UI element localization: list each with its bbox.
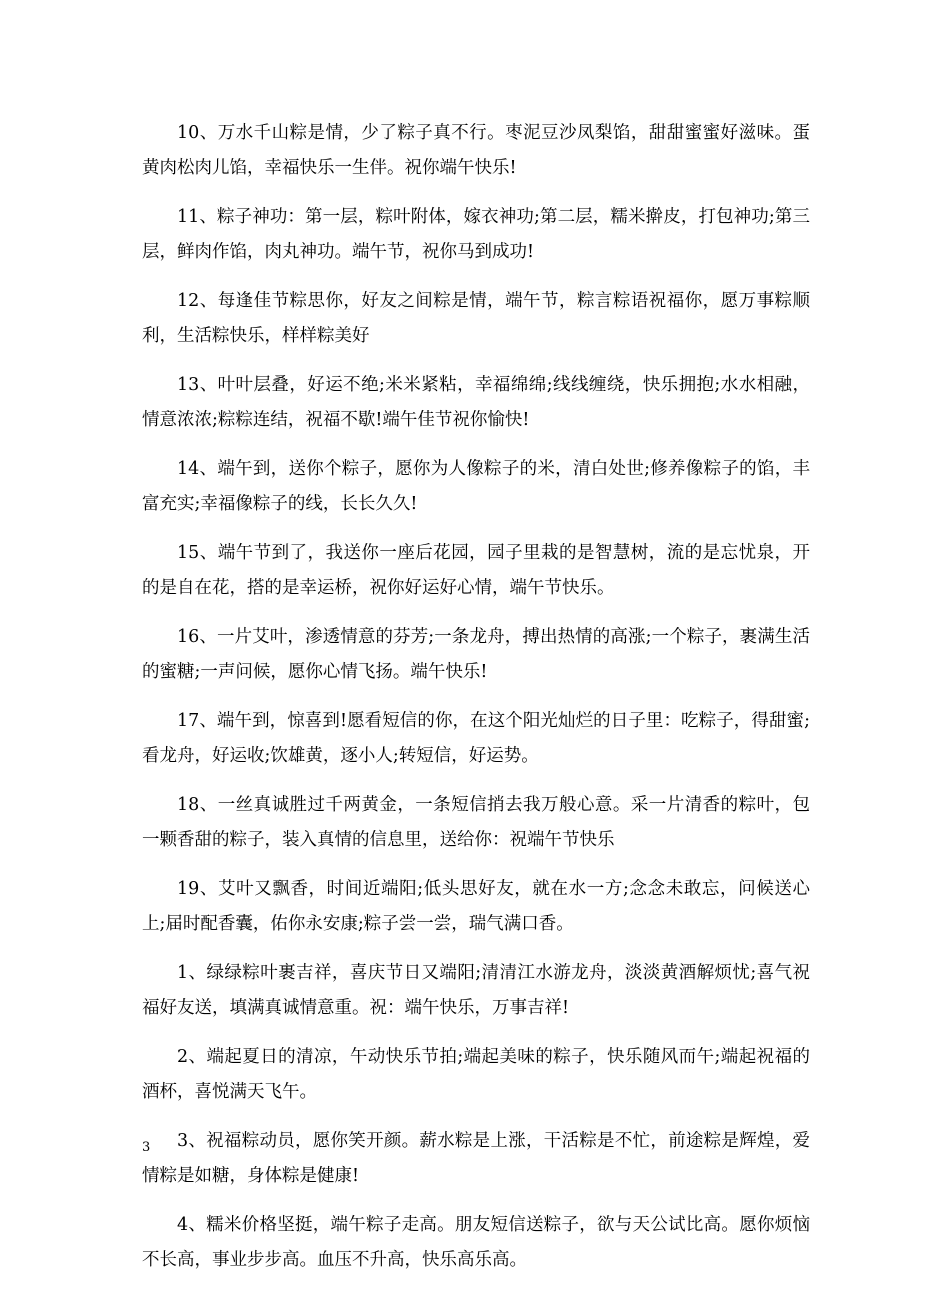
paragraph: 19、艾叶又飘香，时间近端阳;低头思好友，就在水一方;念念未敢忘，问候送心上;届时配香囊，佑你永安康;粽子尝一尝，瑞气满口香。 xyxy=(142,879,810,934)
paragraph: 3、祝福粽动员，愿你笑开颜。薪水粽是上涨，干活粽是不忙，前途粽是辉煌，爱情粽是如糖，身体粽是健康! xyxy=(142,1131,810,1186)
paragraph: 15、端午节到了，我送你一座后花园，园子里栽的是智慧树，流的是忘忧泉，开的是自在花，搭的是幸运桥，祝你好运好心情，端午节快乐。 xyxy=(142,543,810,598)
paragraph: 13、叶叶层叠，好运不绝;米米紧粘，幸福绵绵;线线缠绕，快乐拥抱;水水相融，情意浓浓;粽粽连结，祝福不歇!端午佳节祝你愉快! xyxy=(142,375,810,430)
paragraph: 17、端午到，惊喜到!愿看短信的你，在这个阳光灿烂的日子里：吃粽子，得甜蜜;看龙舟，好运收;饮雄黄，逐小人;转短信，好运势。 xyxy=(142,711,810,766)
paragraph: 2、端起夏日的清凉，午动快乐节拍;端起美味的粽子，快乐随风而午;端起祝福的酒杯，喜悦满天飞午。 xyxy=(142,1047,810,1102)
paragraph: 12、每逢佳节粽思你，好友之间粽是情，端午节，粽言粽语祝福你，愿万事粽顺利，生活粽快乐，样样粽美好 xyxy=(142,291,810,346)
paragraph: 4、糯米价格坚挺，端午粽子走高。朋友短信送粽子，欲与天公试比高。愿你烦恼不长高，事业步步高。血压不升高，快乐高乐高。 xyxy=(142,1215,810,1270)
document-body xyxy=(142,116,810,1292)
paragraph: 18、一丝真诚胜过千两黄金，一条短信捎去我万般心意。采一片清香的粽叶，包一颗香甜的粽子，装入真情的信息里，送给你：祝端午节快乐 xyxy=(142,795,810,850)
page-number: 3 xyxy=(142,1140,151,1155)
paragraph: 14、端午到，送你个粽子，愿你为人像粽子的米，清白处世;修养像粽子的馅，丰富充实;幸福像粽子的线，长长久久! xyxy=(142,459,810,514)
paragraph: 16、一片艾叶，渗透情意的芬芳;一条龙舟，搏出热情的高涨;一个粽子，裹满生活的蜜糖;一声问候，愿你心情飞扬。端午快乐! xyxy=(142,627,810,682)
paragraph: 1、绿绿粽叶裹吉祥，喜庆节日又端阳;清清江水游龙舟，淡淡黄酒解烦忧;喜气祝福好友送，填满真诚情意重。祝：端午快乐，万事吉祥! xyxy=(142,963,810,1018)
paragraph: 11、粽子神功：第一层，粽叶附体，嫁衣神功;第二层，糯米擀皮，打包神功;第三层，鲜肉作馅，肉丸神功。端午节，祝你马到成功! xyxy=(142,207,810,262)
paragraph: 10、万水千山粽是情，少了粽子真不行。枣泥豆沙凤梨馅，甜甜蜜蜜好滋味。蛋黄肉松肉儿馅，幸福快乐一生伴。祝你端午快乐! xyxy=(142,123,810,178)
